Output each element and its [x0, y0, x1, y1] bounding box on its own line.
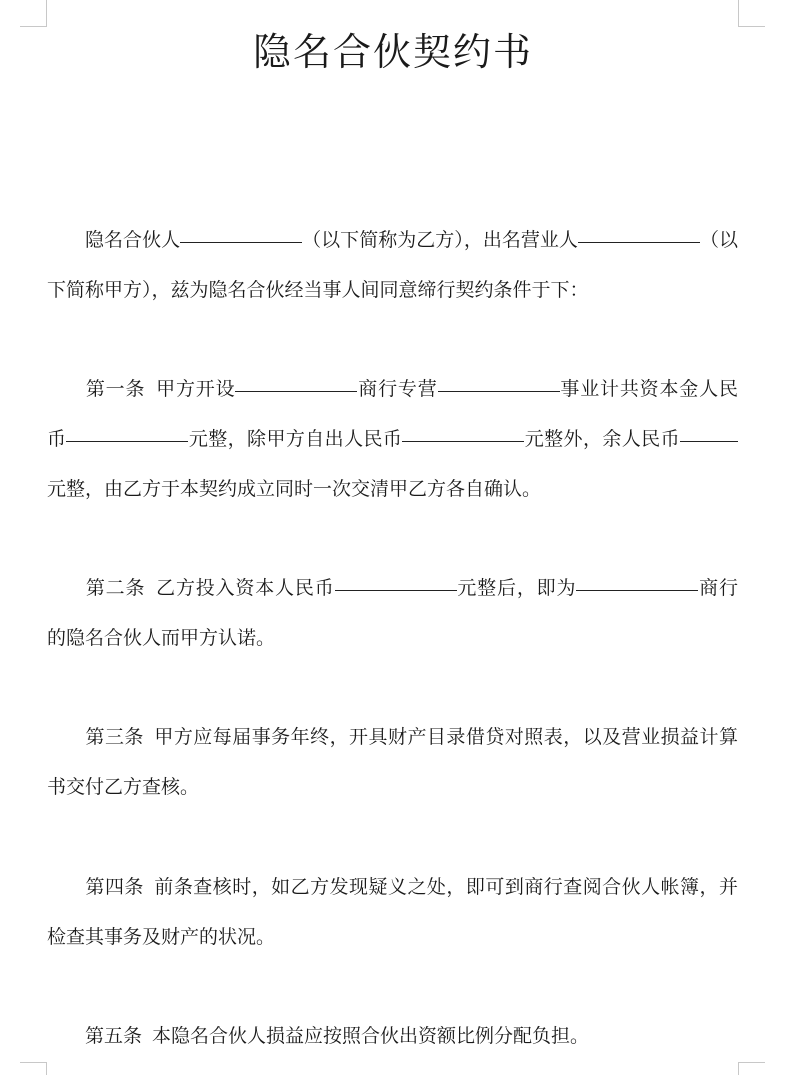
article-1-text-4: 元整，除甲方自出人民币	[188, 428, 403, 450]
crop-mark-top-left	[20, 0, 47, 27]
preamble-text-3: （以下简称甲方），兹为隐名合伙经当事人间同意缔行契约条件于下：	[47, 229, 738, 301]
blank-line	[578, 241, 700, 243]
article-4-label: 第四条	[85, 876, 144, 898]
article-1-text-6: 元整，由乙方于本契约成立同时一次交清甲乙方各自确认。	[47, 478, 542, 500]
blank-line	[180, 241, 302, 243]
document-title: 隐名合伙契约书	[252, 30, 533, 74]
article-5-text: 本隐名合伙人损益应按照合伙出资额比例分配负担。	[152, 1025, 590, 1047]
article-1-text-3: 事业计共资本金人民币	[47, 378, 738, 450]
article-3-text: 甲方应每届事务年终，开具财产目录借贷对照表，以及营业损益计算书交付乙方查核。	[47, 726, 738, 798]
article-5-paragraph	[47, 1011, 738, 1061]
article-2-label: 第二条	[85, 577, 146, 599]
article-1-paragraph	[47, 364, 738, 514]
article-2-paragraph	[47, 563, 738, 663]
article-4-text: 前条查核时，如乙方发现疑义之处，即可到商行查阅合伙人帐簿，并检查其事务及财产的状况。	[47, 876, 738, 948]
blank-line	[335, 589, 457, 591]
article-1-text-1: 甲方开设	[155, 378, 236, 400]
blank-line	[576, 589, 698, 591]
article-2-text-3: 商行的隐名合伙人而甲方认诺。	[47, 577, 738, 649]
crop-mark-top-right	[738, 0, 765, 27]
blank-line	[402, 440, 524, 442]
preamble-paragraph	[47, 215, 738, 315]
blank-line	[680, 440, 738, 442]
crop-mark-bottom-right	[738, 1062, 765, 1075]
article-1-label: 第一条	[85, 378, 146, 400]
article-3-paragraph	[47, 712, 738, 812]
article-5-label: 第五条	[85, 1025, 143, 1047]
article-4-paragraph	[47, 862, 738, 962]
article-1-text-2: 商行专营	[357, 378, 438, 400]
article-2-text-2: 元整后，即为	[456, 577, 577, 599]
blank-line	[66, 440, 188, 442]
article-2-text-1: 乙方投入资本人民币	[155, 577, 335, 599]
blank-line	[235, 390, 357, 392]
blank-line	[438, 390, 560, 392]
article-1-text-5: 元整外，余人民币	[524, 428, 680, 450]
crop-mark-bottom-left	[20, 1062, 47, 1075]
preamble-text-1: 隐名合伙人	[85, 229, 181, 251]
article-3-label: 第三条	[85, 726, 144, 748]
preamble-text-2: （以下简称为乙方），出名营业人	[302, 229, 578, 251]
